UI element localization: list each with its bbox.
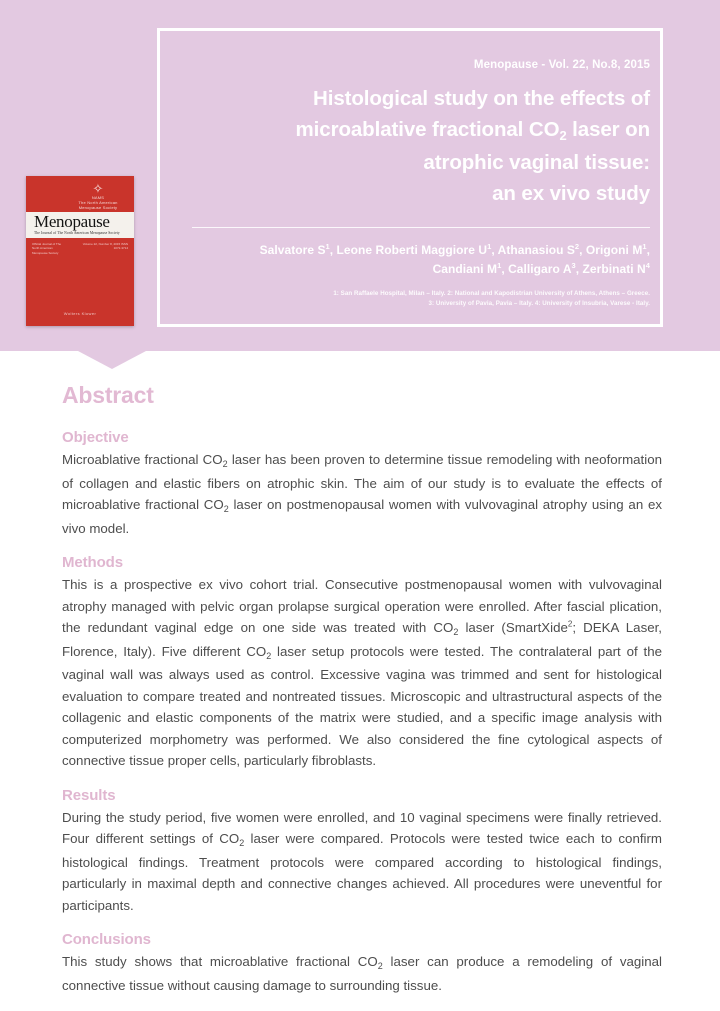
section-body-objective	[62, 449, 662, 539]
author-sup-2: 1	[487, 242, 492, 251]
section-conclusions	[62, 931, 662, 996]
section-objective	[62, 429, 662, 539]
section-results	[62, 787, 662, 917]
methods-sub-2: 2	[266, 650, 272, 661]
objective-text-c: laser on postmenopausal women with vulvovaginal atrophy using an ex vivo model.	[62, 497, 662, 536]
author-sup-3: 2	[574, 242, 580, 251]
author-sup-5: 1	[497, 261, 502, 270]
nams-logo	[76, 182, 120, 210]
affiliation-line-2: 3: University of Pavia, Pavia – Italy. 4: University of Insubria, Varese - Italy.	[428, 300, 650, 307]
author-zerbinati: , Zerbinati N	[575, 262, 646, 276]
cover-meta-right: Volume 22, Number 8, 2015 ISSN 1072-3714	[82, 242, 128, 251]
cover-meta-left: Official Journal of The North American Menopause Society	[32, 242, 62, 255]
author-line-2	[433, 262, 650, 276]
paper-title-line-2a: microablative fractional CO	[295, 118, 560, 141]
abstract-section	[62, 382, 662, 1011]
section-body-conclusions	[62, 951, 662, 996]
author-candiani: Candiani M	[432, 262, 498, 276]
author-sup-4: 1	[642, 242, 647, 251]
title-frame-content	[160, 31, 666, 330]
nams-logo-mark: ✧	[92, 181, 104, 196]
author-sup-7: 4	[645, 261, 650, 270]
nams-logo-subtext: The North American Menopause Society	[78, 200, 118, 210]
methods-text-d: laser setup protocols were tested. The contralateral part of the vaginal wall was always used as control. Excessive vagina was trimmed and sent for histological evaluation to compare treated and nontreated tissues. Microscopic and ultrastructural aspects of the collagenic and elastic components of the matrix were studied, and a specific image analysis with computerized morphometry was performed. We also considered the fine cytological aspects of connective tissue proper cells, particularly fibroblasts.	[62, 643, 662, 768]
author-calligaro: , Calligaro A	[501, 262, 572, 276]
paper-title-line-3: atrophic vaginal tissue:	[423, 151, 650, 174]
objective-sub-2: 2	[223, 504, 229, 514]
paper-title-line-4: an ex vivo study	[492, 182, 650, 205]
results-sub-1: 2	[239, 838, 245, 848]
title-divider-rule	[192, 227, 650, 228]
title-frame-box	[157, 28, 663, 327]
section-heading-results: Results	[62, 786, 116, 804]
cover-journal-title: Menopause	[34, 212, 110, 231]
paper-title	[184, 83, 650, 209]
methods-sub-1: 2	[453, 627, 459, 637]
paper-title-subscript-2: 2	[559, 128, 567, 143]
results-text-a: During the study period, five women were enrolled, and 10 vaginal specimens were finally retrieved. Four different settings of CO	[62, 809, 662, 846]
section-methods	[62, 554, 662, 772]
section-heading-objective: Objective	[62, 429, 129, 446]
author-athanasiou: , Athanasiou S	[491, 243, 575, 257]
objective-text-b: laser has been proven to determine tissue remodeling with neoformation of collagen and elastic fibers on atrophic skin. The aim of our study is to evaluate the effects of microablative fractional CO	[62, 452, 662, 512]
affiliation-list	[184, 289, 650, 309]
section-heading-conclusions: Conclusions	[62, 931, 151, 948]
author-sup-6: 3	[571, 261, 576, 270]
results-text-b: laser were compared. Protocols were tested twice each to confirm histological findings. Treatment protocols were compared according to histological findings, particularly in maximal depth and connective changes achieved. All procedures were uneventful for participants.	[62, 831, 662, 913]
author-list	[184, 241, 650, 279]
section-body-results	[62, 807, 662, 917]
paper-title-line-1: Histological study on the effects of	[313, 87, 650, 110]
methods-text-b: laser (SmartXide	[458, 620, 568, 635]
conclusions-text-b: laser can produce a remodeling of vaginal connective tissue without causing damage to surrounding tissue.	[62, 954, 663, 993]
section-heading-methods: Methods	[62, 554, 123, 571]
section-body-methods	[62, 574, 662, 772]
abstract-heading: Abstract	[62, 382, 154, 408]
author-salvatore: Salvatore S	[259, 243, 326, 257]
objective-text-a: Microablative fractional CO	[62, 452, 223, 467]
cover-journal-subtitle: The Journal of The North American Menopause Society	[34, 231, 120, 235]
methods-text-c: ; DEKA Laser, Florence, Italy). Five different CO	[62, 620, 662, 659]
header-pointer-triangle	[78, 351, 146, 369]
methods-text-a: This is a prospective ex vivo cohort trial. Consecutive postmenopausal women with vulvovaginal atrophy managed with pelvic organ prolapse surgical operation were enrolled. After fascial plication, the redundant vaginal edge on one side was treated with CO	[62, 577, 662, 635]
methods-sup-1: 2	[567, 619, 573, 629]
objective-sub-1: 2	[222, 459, 228, 469]
author-sup-1: 1	[325, 242, 330, 251]
journal-citation-line: Menopause - Vol. 22, No.8, 2015	[473, 59, 650, 71]
journal-cover-thumbnail	[26, 176, 134, 326]
author-line-1	[260, 243, 650, 257]
affiliation-line-1: 1: San Raffaele Hospital, Milan – Italy. 2: National and Kapodistrian University of Athens, Athens – Greece.	[333, 290, 650, 297]
cover-publisher: Wolters Kluwer	[63, 311, 97, 316]
paper-title-line-2c: laser on	[566, 118, 650, 141]
author-origoni: , Origoni M	[579, 243, 643, 257]
author-line-1-comma: ,	[646, 243, 650, 257]
conclusions-text-a: This study shows that microablative fractional CO	[62, 954, 378, 969]
nams-logo-text: NAMS	[91, 195, 105, 200]
author-leone-roberti-maggiore: , Leone Roberti Maggiore U	[329, 243, 488, 257]
conclusions-sub-1: 2	[377, 961, 383, 971]
